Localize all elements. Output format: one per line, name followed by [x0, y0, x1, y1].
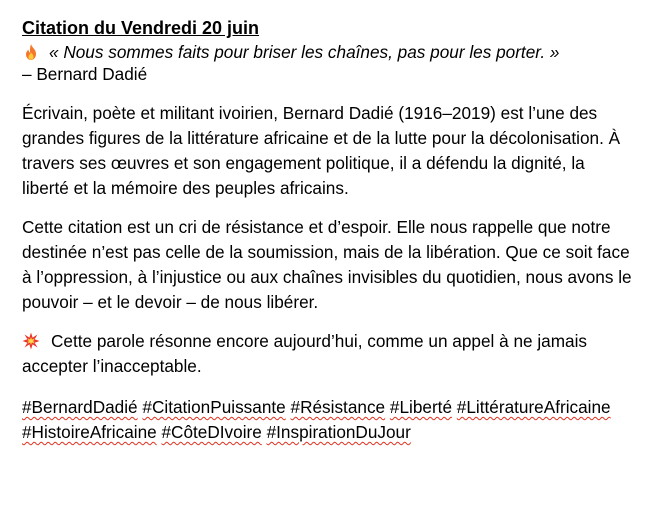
quote-text: « Nous sommes faits pour briser les chaînes, pas pour les porter. » [49, 42, 560, 62]
hashtag[interactable]: #Liberté [389, 397, 453, 417]
paragraph-biography: Écrivain, poète et militant ivoirien, Bernard Dadié (1916–2019) est l’une des grandes figures de la littérature africaine et de la lutte pour la décolonisation. À travers ses œuvres et son engagement politique, il a défendu la dignité, la liberté et la mémoire des peuples africains. [22, 103, 621, 198]
quote-line [22, 41, 634, 63]
hashtag[interactable]: #HistoireAfricaine [22, 422, 157, 442]
closing-paragraph [22, 329, 634, 379]
collision-icon [22, 332, 40, 350]
hashtag[interactable]: #CôteDIvoire [161, 422, 262, 442]
paragraph-commentary: Cette citation est un cri de résistance et d’espoir. Elle nous rappelle que notre destinée n’est pas celle de la soumission, mais de la libération. Que ce soit face à l’oppression, à l’injustice ou aux chaînes invisibles du quotidien, nous avons le pouvoir – et le devoir – de nous libérer. [22, 217, 632, 312]
closing-text: Cette parole résonne encore aujourd’hui, comme un appel à ne jamais accepter l’inacceptable. [22, 331, 588, 376]
hashtag[interactable]: #BernardDadié [22, 397, 138, 417]
hashtag[interactable]: #InspirationDuJour [266, 422, 411, 442]
hashtag[interactable]: #Résistance [290, 397, 386, 417]
hashtag[interactable]: #LittératureAfricaine [456, 397, 611, 417]
hashtag-list [22, 395, 634, 445]
document-title: Citation du Vendredi 20 juin [22, 18, 260, 38]
fire-icon [22, 43, 40, 61]
document-body [22, 17, 634, 445]
quote-author: – Bernard Dadié [22, 64, 148, 84]
hashtag[interactable]: #CitationPuissante [142, 397, 286, 417]
